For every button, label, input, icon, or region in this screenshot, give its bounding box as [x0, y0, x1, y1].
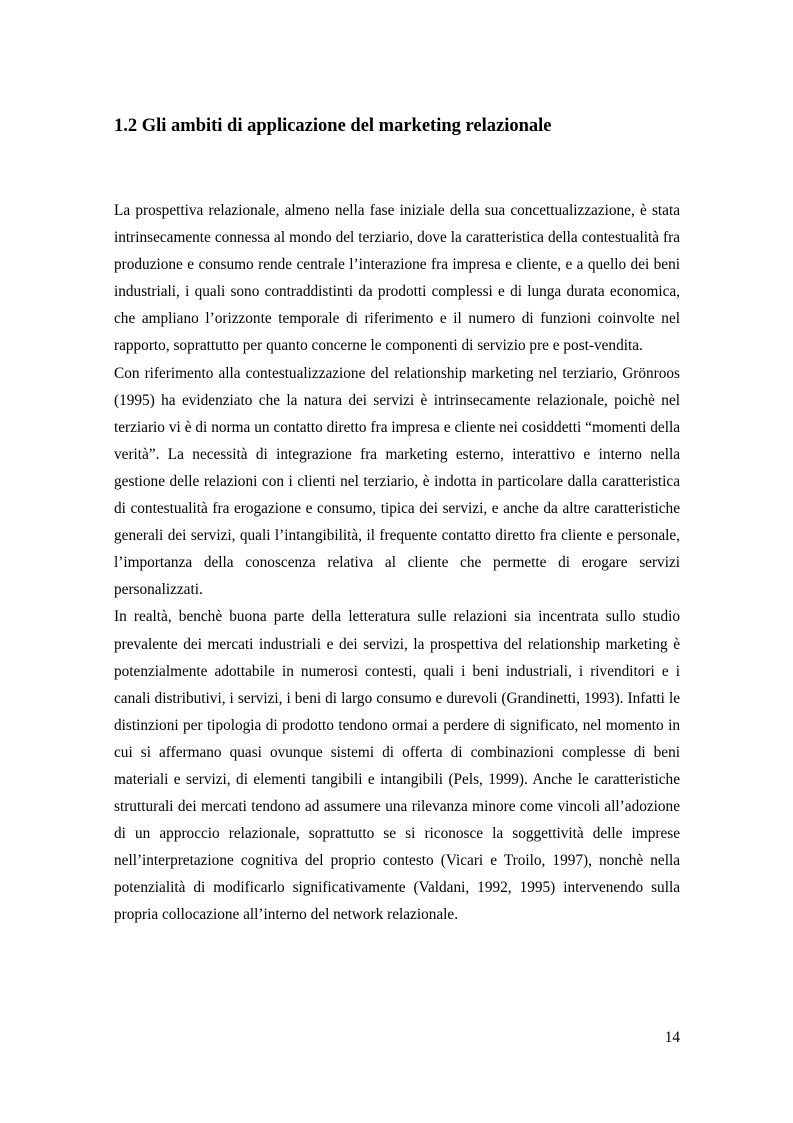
paragraph-1: La prospettiva relazionale, almeno nella fase iniziale della sua concettualizzazione, è stata intrinsecamente connessa al mondo del terziario, dove la caratteristica della contestualità fra produzione e consumo rende centrale l’interazione fra impresa e cliente, e a quello dei beni industriali, i quali sono contraddistinti da prodotti complessi e di lunga durata economica, che ampliano l’orizzonte temporale di riferimento e il numero di funzioni coinvolte nel rapporto, soprattutto per quanto concerne le componenti di servizio pre e post-vendita. [114, 202, 680, 355]
section-heading: 1.2 Gli ambiti di applicazione del marketing relazionale [114, 116, 552, 136]
body-text [114, 197, 680, 929]
paragraph-3: In realtà, benchè buona parte della letteratura sulle relazioni sia incentrata sullo studio prevalente dei mercati industriali e dei servizi, la prospettiva del relationship marketing è potenzialmente adottabile in numerosi contesti, quali i beni industriali, i rivenditori e i canali distributivi, i servizi, i beni di largo consumo e durevoli (Grandinetti, 1993). Infatti le distinzioni per tipologia di prodotto tendono ormai a perdere di significato, nel momento in cui si affermano quasi ovunque sistemi di offerta di combinazioni complesse di beni materiali e servizi, di elementi tangibili e intangibili (Pels, 1999). Anche le caratteristiche strutturali dei mercati tendono ad assumere una rilevanza minore come vincoli all’adozione di un approccio relazionale, soprattutto se si riconosce la soggettività delle imprese nell’interpretazione cognitiva del proprio contesto (Vicari e Troilo, 1997), nonchè nella potenzialità di modificarlo significativamente (Valdani, 1992, 1995) intervenendo sulla propria collocazione all’interno del network relazionale. [114, 608, 680, 924]
page-number: 14 [664, 1029, 680, 1046]
paragraph-2: Con riferimento alla contestualizzazione del relationship marketing nel terziario, Grönroos (1995) ha evidenziato che la natura dei servizi è intrinsecamente relazionale, poichè nel terziario vi è di norma un contatto diretto fra impresa e cliente nei cosiddetti “momenti della verità”. La necessità di integrazione fra marketing esterno, interattivo e interno nella gestione delle relazioni con i clienti nel terziario, è indotta in particolare dalla caratteristica di contestualità fra erogazione e consumo, tipica dei servizi, e anche da altre caratteristiche generali dei servizi, quali l’intangibilità, il frequente contatto diretto fra cliente e personale, l’importanza della conoscenza relativa al cliente che permette di erogare servizi personalizzati. [114, 364, 680, 599]
